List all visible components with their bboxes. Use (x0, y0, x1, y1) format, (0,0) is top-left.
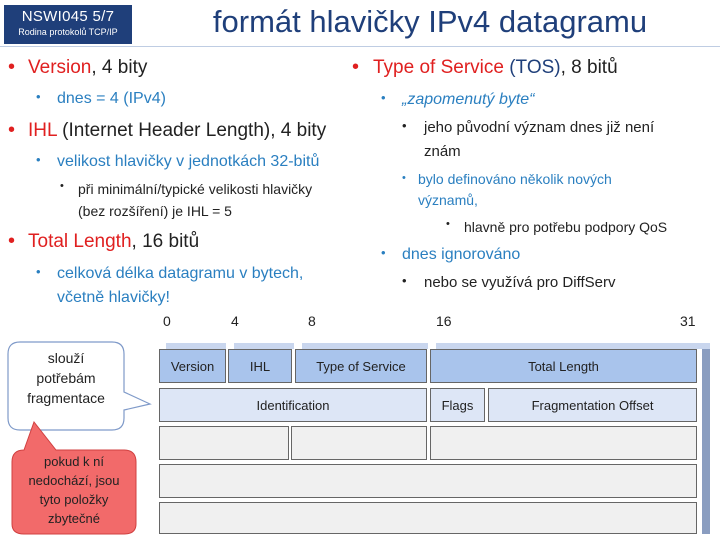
field-fragmentation-offset: Fragmentation Offset (488, 388, 697, 422)
unneeded-line3: tyto položky (39, 492, 109, 507)
bullet-icon: • (8, 230, 16, 252)
unneeded-line2: nedochází, jsou (28, 473, 120, 488)
version-rest: , 4 bity (91, 57, 148, 78)
bullet-icon: • (36, 89, 41, 104)
field-ihl: IHL (228, 349, 292, 383)
bullet-icon: • (402, 118, 407, 133)
original-meaning-line2: znám (424, 143, 461, 160)
ihl-sub2-line1: při minimální/typické velikosti hlavičky (78, 181, 313, 197)
field-type-of-service: Type of Service (295, 349, 427, 383)
forgot-byte: „zapomenutý byte“ (402, 91, 535, 108)
tos-item (373, 56, 618, 80)
fragmentation-callout (10, 348, 122, 408)
field-row3-a (159, 426, 289, 460)
bullet-icon: • (8, 56, 16, 78)
total-term: Total Length (28, 231, 132, 252)
slide-title: formát hlavičky IPv4 datagramu (212, 4, 648, 39)
tos-abbr: (TOS) (503, 57, 561, 78)
ihl-sub2 (78, 178, 312, 222)
total-sub (57, 262, 303, 310)
bit-4: 4 (231, 313, 239, 329)
fragmentation-line2: potřebám (36, 370, 96, 386)
version-term: Version (28, 57, 92, 78)
ignored-note: dnes ignorováno (402, 246, 521, 263)
bullet-icon: • (402, 172, 406, 184)
fragmentation-line3: fragmentace (27, 390, 105, 406)
bullet-icon: • (402, 273, 407, 288)
new-meanings (418, 169, 612, 211)
field-row4 (159, 464, 697, 498)
unneeded-line1: pokud k ní (44, 454, 104, 469)
total-rest: , 16 bitů (131, 231, 200, 252)
title-divider (0, 46, 720, 47)
field-row5 (159, 502, 697, 534)
course-badge (4, 5, 132, 44)
version-item (28, 56, 147, 80)
bit-8: 8 (308, 313, 316, 329)
bullet-icon: • (446, 218, 450, 230)
bullet-icon: • (381, 245, 386, 260)
field-identification: Identification (159, 388, 427, 422)
total-sub-line2: včetně hlavičky! (57, 289, 170, 306)
unneeded-line4: zbytečné (47, 511, 101, 526)
field-row3-b (291, 426, 427, 460)
field-flags: Flags (430, 388, 485, 422)
ihl-rest: (Internet Header Length), 4 bity (56, 120, 327, 141)
course-subtitle: Rodina protokolů TCP/IP (18, 27, 118, 37)
total-sub-line1: celková délka datagramu v bytech, (57, 265, 304, 282)
bullet-icon: • (36, 152, 41, 167)
original-meaning-line1: jeho původní význam dnes již není (424, 119, 655, 136)
unneeded-callout (12, 452, 136, 528)
version-sub: dnes = 4 (IPv4) (57, 90, 166, 107)
bit-16: 16 (436, 313, 452, 329)
bullet-icon: • (36, 264, 41, 279)
total-item (28, 230, 199, 254)
bullet-icon: • (381, 90, 386, 105)
qos-note: hlavně pro potřebu podpory QoS (464, 219, 668, 235)
bullet-icon: • (60, 180, 64, 192)
diagram-side-shadow (702, 346, 710, 534)
field-version: Version (159, 349, 226, 383)
tos-term: Type of Service (373, 57, 504, 78)
ihl-sub2-line2: (bez rozšíření) je IHL = 5 (78, 203, 232, 219)
new-meanings-line2: významů, (418, 192, 478, 208)
field-row3-c (430, 426, 697, 460)
bullet-icon: • (352, 56, 360, 78)
tos-rest: , 8 bitů (560, 57, 618, 78)
diffserv-note: nebo se využívá pro DiffServ (424, 274, 616, 291)
bit-31: 31 (680, 313, 696, 329)
original-meaning (424, 116, 654, 164)
new-meanings-line1: bylo definováno několik nových (418, 171, 612, 187)
ihl-sub: velikost hlavičky v jednotkách 32-bitů (57, 153, 320, 170)
bullet-icon: • (8, 119, 16, 141)
field-total-length: Total Length (430, 349, 697, 383)
ihl-item (28, 119, 326, 143)
fragmentation-line1: slouží (47, 350, 85, 366)
course-code: NSWI045 5/7 (21, 8, 115, 25)
bit-0: 0 (163, 313, 171, 329)
ihl-term: IHL (28, 120, 57, 141)
